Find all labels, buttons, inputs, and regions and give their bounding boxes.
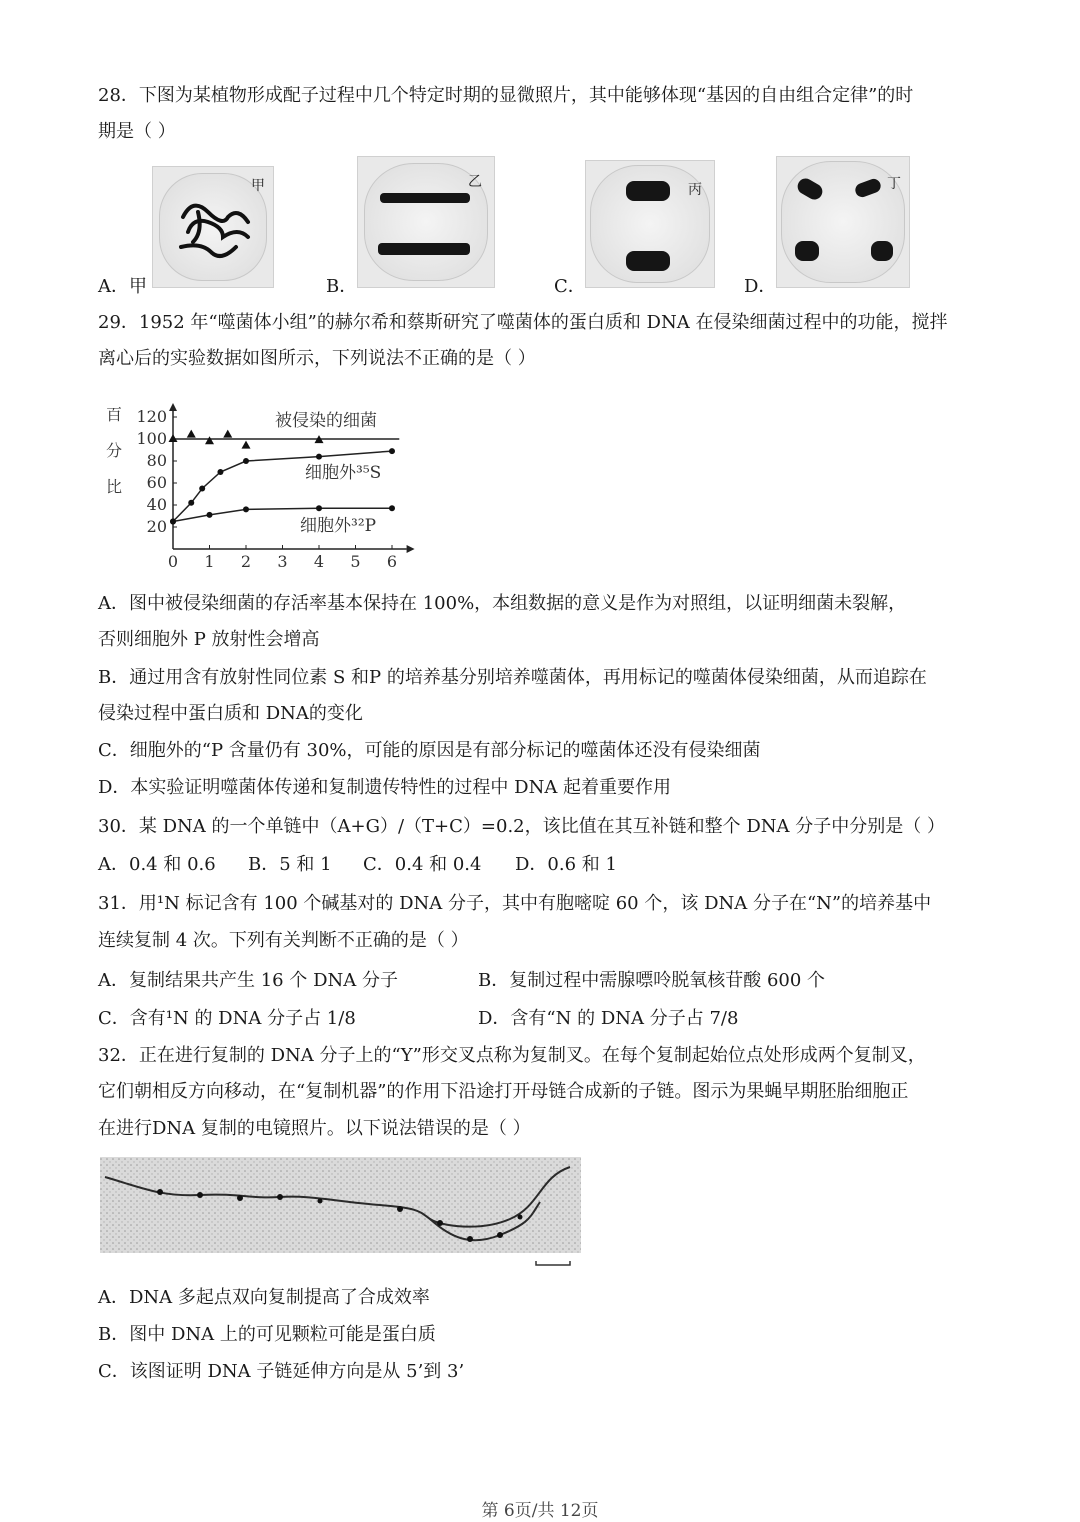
x-tick-label: 6 (386, 552, 398, 571)
q28-option-d: D． (744, 276, 777, 297)
bacteria-point (242, 441, 251, 449)
micrograph-yi (357, 156, 495, 288)
bacteria-point (223, 430, 232, 438)
chromosome-cluster (871, 241, 893, 261)
y-tick-label: 40 (146, 495, 167, 514)
q28-stem-line2: 期是（ ） (98, 121, 176, 142)
q29-option-a-line2: 否则细胞外 P 放射性会增高 (98, 629, 320, 650)
y-axis-label-char: 分 (105, 441, 123, 460)
series-label: 细胞外³⁵S (305, 463, 382, 483)
dna-strand-graphic (100, 1157, 581, 1269)
x-tick-label: 4 (313, 552, 325, 571)
p32-point (170, 519, 176, 525)
q30-stem: 30．某 DNA 的一个单链中（A+G）/（T+C）=0.2，该比值在其互补链和整个 DNA 分子中分别是（ ） (98, 816, 945, 837)
q32-option-b: B．图中 DNA 上的可见颗粒可能是蛋白质 (98, 1324, 436, 1345)
infection-chart (100, 396, 420, 574)
p32-point (316, 505, 322, 511)
q30-options (98, 853, 998, 877)
q28-option-a: A．甲 (98, 276, 147, 297)
series-line-s35 (173, 451, 392, 521)
q30-option-b: B．5 和 1 (248, 854, 332, 875)
micrograph-tag: 丁 (887, 176, 901, 192)
chromosome-cluster-bottom (626, 251, 670, 271)
q31-option-c: C．含有¹N 的 DNA 分子占 1/8 (98, 1008, 356, 1029)
q31-stem-line2: 连续复制 4 次。下列有关判断不正确的是（ ） (98, 930, 469, 951)
q31-stem-line1: 31．用¹N 标记含有 100 个碱基对的 DNA 分子，其中有胞嘧啶 60 个，该 DNA 分子在“N”的培养基中 (98, 893, 932, 914)
p32-point (243, 506, 249, 512)
q29-option-d: D．本实验证明噬菌体传递和复制遗传特性的过程中 DNA 起着重要作用 (98, 777, 672, 798)
s35-point (217, 469, 223, 475)
dna-electron-micrograph (100, 1157, 581, 1269)
q29-stem-line2: 离心后的实验数据如图所示，下列说法不正确的是（ ） (98, 348, 536, 369)
q31-option-b: B．复制过程中需腺嘌呤脱氧核苷酸 600 个 (478, 970, 826, 991)
q29-option-a-line1: A．图中被侵染细菌的存活率基本保持在 100%，本组数据的意义是作为对照组，以证明细菌未裂解， (98, 593, 907, 614)
q32-stem-line3: 在进行DNA 复制的电镜照片。以下说法错误的是（ ） (98, 1118, 531, 1139)
chromosome-band-top (380, 193, 470, 203)
y-tick-label: 60 (146, 473, 167, 492)
y-tick-label: 20 (146, 517, 167, 536)
s35-point (243, 458, 249, 464)
x-tick-label: 3 (277, 552, 288, 571)
bacteria-point (187, 430, 196, 438)
chromosome-cluster (795, 241, 819, 261)
q28-option-c: C． (554, 276, 586, 297)
q31-options-row2 (98, 1007, 998, 1031)
x-tick-label: 5 (350, 552, 361, 571)
p32-point (207, 512, 213, 518)
q32-stem-line2: 它们朝相反方向移动，在“复制机器”的作用下沿途打开母链合成新的子链。图示为果蝇早期胚胎细胞正 (98, 1081, 909, 1102)
q29-option-b-line2: 侵染过程中蛋白质和 DNA的变化 (98, 703, 363, 724)
q30-option-c: C．0.4 和 0.4 (363, 854, 482, 875)
q32-option-c: C．该图证明 DNA 子链延伸方向是从 5’到 3’ (98, 1361, 465, 1382)
q29-option-b-line1: B．通过用含有放射性同位素 S 和P 的培养基分别培养噬菌体，再用标记的噬菌体侵染细菌，从而追踪在 (98, 667, 927, 688)
y-axis-label-char: 百 (105, 405, 123, 424)
bacteria-point (205, 436, 214, 444)
p32-point (389, 505, 395, 511)
q32-option-a: A．DNA 多起点双向复制提高了合成效率 (98, 1287, 430, 1308)
micrograph-tag: 乙 (468, 174, 482, 190)
series-label: 细胞外³²P (300, 516, 377, 536)
q31-option-d: D．含有“N 的 DNA 分子占 7/8 (478, 1008, 739, 1029)
s35-point (316, 454, 322, 460)
q31-options-row1 (98, 969, 998, 993)
micrograph-tag: 甲 (251, 178, 265, 194)
y-axis-arrow (169, 403, 177, 411)
q30-option-d: D．0.6 和 1 (515, 854, 617, 875)
q30-option-a: A．0.4 和 0.6 (98, 854, 216, 875)
chromosome-cluster-top (626, 181, 670, 201)
micrograph-tag: 丙 (688, 182, 702, 198)
q32-stem-line1: 32．正在进行复制的 DNA 分子上的“Y”形交叉点称为复制叉。在每个复制起始位点处形成两个复制叉， (98, 1045, 926, 1066)
q28-option-b: B． (326, 276, 358, 297)
q31-option-a: A．复制结果共产生 16 个 DNA 分子 (98, 970, 398, 991)
micrograph-bing (585, 160, 715, 288)
s35-point (188, 500, 194, 506)
page-footer: 第 6页/共 12页 (481, 1501, 599, 1521)
y-tick-label: 120 (136, 407, 167, 426)
y-tick-label: 80 (146, 451, 167, 470)
micrograph-ding (776, 156, 910, 288)
s35-point (199, 486, 205, 492)
chromosome-band-bottom (378, 243, 470, 255)
q29-option-c: C．细胞外的“P 含量仍有 30%，可能的原因是有部分标记的噬菌体还没有侵染细菌 (98, 740, 761, 761)
q28-stem-line1: 28．下图为某植物形成配子过程中几个特定时期的显微照片，其中能够体现“基因的自由组合定律”的时 (98, 85, 914, 106)
y-axis-label-char: 比 (105, 477, 123, 496)
micrograph-jia (152, 166, 274, 288)
bacteria-point (169, 434, 178, 442)
q29-stem-line1: 29．1952 年“噬菌体小组”的赫尔希和蔡斯研究了噬菌体的蛋白质和 DNA 在侵染细菌过程中的功能，搅拌 (98, 312, 948, 333)
x-tick-label: 2 (240, 552, 252, 571)
series-label: 被侵染的细菌 (275, 411, 377, 431)
x-tick-label: 1 (204, 552, 215, 571)
x-tick-label: 0 (167, 552, 179, 571)
s35-point (389, 448, 395, 454)
y-tick-label: 100 (136, 429, 167, 448)
x-axis-arrow (407, 545, 415, 553)
